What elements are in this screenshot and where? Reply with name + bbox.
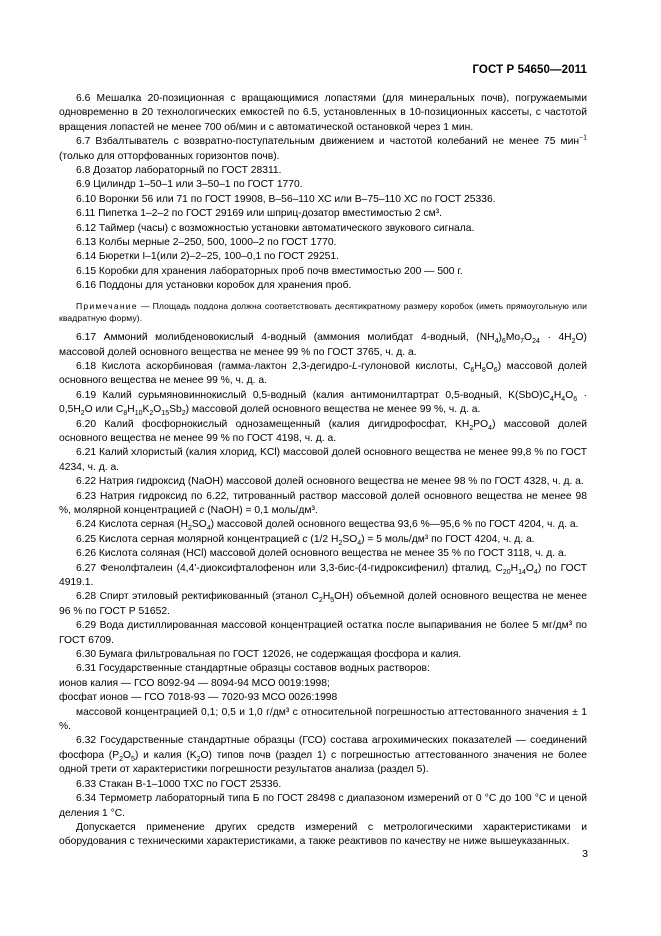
subscript: 2 (187, 525, 192, 533)
subscript: 2 (196, 755, 201, 763)
note-label: Примечание (76, 300, 138, 311)
text: 6.7 Взбалтыватель с возвратно-поступательным движением и частотой колебаний не менее 75 мин (76, 136, 580, 148)
subscript: 2 (80, 410, 85, 418)
text: 6.27 Фенолфталеин (4,4'-диоксифталофенон или 3,3-бис-(4-гидроксифенил) фталид, C (76, 562, 503, 574)
item-6-13: 6.13 Колбы мерные 2–250, 500, 1000–2 по ГОСТ 1770. (76, 237, 337, 249)
final-paragraph: Допускается применение других средств измерений с метрологическими характеристиками и оборудования с техническими характеристиками, а также реактивов по качеству не ниже вышеуказанных. (59, 821, 587, 848)
subscript: 8 (481, 366, 486, 374)
text: Mo (505, 332, 521, 344)
text: SO (342, 533, 358, 545)
subscript: 6 (573, 395, 578, 403)
italic-text: c (302, 533, 308, 545)
italic-text: L (352, 360, 358, 372)
superscript: −1 (579, 134, 587, 142)
text: K (142, 404, 150, 416)
item-6-32 (59, 734, 587, 777)
text: 6.25 Кислота серная молярной концентрацией (76, 533, 303, 545)
item-6-31-line-2: фосфат ионов — ГСО 7018-93 — 7020-93 МСО 0026:1998 (59, 692, 338, 704)
text: (NaOH) = 0,1 моль/дм³. (204, 504, 318, 516)
text: 6.19 Калий сурьмяновиннокислый 0,5-водный (калия антимонилтартрат 0,5-водный, K(SbO)C (76, 389, 550, 401)
text: ) и калия (K (134, 749, 197, 761)
italic-text: c (199, 504, 205, 516)
item-6-21: 6.21 Калий хлористый (калия хлорид, KCl) массовой долей основного вещества не менее 99,8 % по ГОСТ 4234, ч. д. а. (59, 447, 587, 473)
text: H (510, 562, 519, 574)
text: 6.20 Калий фосфорнокислый однозамещенный (калия дигидрофосфат, KH (76, 418, 470, 430)
document-body (59, 92, 587, 850)
item-6-34: 6.34 Термометр лабораторный типа Б по ГОСТ 28498 с диапазоном измерений от 0 °С до 100 °С и ценой деления 1 °С. (59, 793, 587, 819)
subscript: 4 (357, 539, 362, 547)
text: H (127, 404, 135, 416)
text: 6.24 Кислота серная (H (76, 519, 188, 531)
subscript: 5 (131, 755, 135, 763)
item-6-19 (59, 389, 587, 418)
text: O) типов почв (раздел 1) с погрешностью аттестованного значения не более одной трети от характеристики погрешности результатов анализа (раздел 5). (59, 749, 587, 776)
item-6-14: 6.14 Бюретки I–1(или 2)–2–25, 100–0,1 по ГОСТ 29251. (76, 251, 339, 263)
subscript: 15 (161, 410, 170, 418)
text: H (474, 360, 482, 372)
subscript: 14 (518, 568, 526, 576)
text: · 4H (539, 332, 572, 344)
item-6-18 (59, 360, 587, 389)
text: (1/2 H (307, 533, 339, 545)
item-6-9: 6.9 Цилиндр 1–50–1 или 3–50–1 по ГОСТ 1770. (76, 179, 303, 191)
subscript: 4 (488, 424, 493, 432)
subscript: 4 (206, 525, 211, 533)
text: O (153, 404, 162, 416)
subscript: 2 (469, 424, 474, 432)
subscript: 4 (533, 568, 538, 576)
item-6-11: 6.11 Пипетка 1–2–2 по ГОСТ 29169 или шприц-дозатор вместимостью 2 см³. (76, 208, 442, 220)
text: ) массовой долей основного вещества не менее 99 %, ч. д. а. (59, 360, 587, 387)
text: 6.18 Кислота аскорбиновая (гамма-лактон 2,3-дегидро- (76, 360, 353, 372)
text: H (322, 591, 331, 603)
item-6-30: 6.30 Бумага фильтровальная по ГОСТ 12026, не содержащая фосфора и калия. (76, 649, 462, 661)
text: O или C (84, 404, 124, 416)
item-6-17 (59, 331, 587, 360)
text: O (485, 360, 494, 372)
text: Sb (169, 404, 182, 416)
subscript: 4 (561, 395, 566, 403)
item-6-29: 6.29 Вода дистиллированная массовой концентрацией остатка после выпаривания не более 5 мг/дм³ по ГОСТ 6709. (59, 620, 587, 646)
item-6-23 (59, 490, 587, 519)
item-6-33: 6.33 Стакан В-1–1000 ТХС по ГОСТ 25336. (76, 778, 282, 790)
item-6-31-line-1: ионов калия — ГСО 8092-94 — 8094-94 МСО 0019:1998; (59, 677, 330, 689)
item-6-8: 6.8 Дозатор лабораторный по ГОСТ 28311. (76, 165, 282, 177)
subscript: 2 (149, 410, 154, 418)
item-6-7 (59, 135, 587, 164)
text: ) массовой долей основного вещества 93,6 %—95,6 % по ГОСТ 4204, ч. д. а. (210, 519, 579, 531)
page-number: 3 (582, 848, 588, 860)
subscript: 2 (571, 338, 576, 346)
subscript: 6 (493, 366, 498, 374)
text: 6.17 Аммоний молибденовокислый 4-водный (аммония молибдат 4-водный, (NH (76, 332, 495, 344)
text: · 0,5H (59, 389, 587, 416)
item-6-26: 6.26 Кислота соляная (HCl) массовой долей основного вещества не менее 35 % по ГОСТ 3118, ч. д. а. (76, 548, 567, 560)
text: SO (191, 519, 207, 531)
item-6-27 (59, 562, 587, 591)
text: -гулоновой кислоты, C (357, 360, 471, 372)
text: ) = 5 моль/дм³ по ГОСТ 4204, ч. д. а. (361, 533, 535, 545)
subscript: 8 (123, 410, 128, 418)
text: O (525, 562, 534, 574)
subscript: 7 (520, 338, 525, 346)
text: ) массовой долей основного вещества не менее 99 % по ГОСТ 4198, ч. д. а. (59, 418, 587, 444)
text: OH) объемной долей основного вещества не менее 96 % по ГОСТ Р 51652. (59, 591, 587, 617)
subscript: 6 (501, 338, 506, 346)
item-6-10: 6.10 Воронки 56 или 71 по ГОСТ 19908, В–56–110 ХС или В–75–110 ХС по ГОСТ 25336. (76, 193, 496, 205)
item-6-28 (59, 590, 587, 619)
text: 6.23 Натрия гидроксид по 6.22, титрованный раствор массовой долей основного вещества не менее 98 %, молярной концентрацией (59, 490, 587, 516)
item-6-12: 6.12 Таймер (часы) с возможностью установки автоматического звукового сигнала. (76, 222, 475, 234)
text: ) (498, 332, 502, 344)
subscript: 2 (119, 755, 124, 763)
text: (только для отторфованных горизонтов почв). (59, 150, 280, 162)
item-6-31-line-3: массовой концентрацией 0,1; 0,5 и 1,0 г/дм³ с относительной погрешностью аттестованного значения ± 1 %. (59, 706, 587, 733)
text: PO (473, 418, 489, 430)
item-6-6: 6.6 Мешалка 20-позиционная с вращающимися лопастями (для минеральных почв), погружаемыми одновременно в 20 технологических емкостей по 6.5, установленных в 10-позиционных кассеты, с частотой вращения лопастей не менее 700 об/мин и с автоматической остановкой через 1 мин. (59, 93, 587, 133)
item-6-24 (59, 518, 587, 532)
item-6-20 (59, 418, 587, 447)
text: ) массовой долей основного вещества не менее 99 %, ч. д. а. (185, 404, 481, 416)
subscript: 2 (318, 597, 323, 605)
subscript: 10 (134, 410, 143, 418)
subscript: 5 (330, 597, 335, 605)
text: ) по ГОСТ 4919.1. (59, 562, 587, 588)
subscript: 2 (181, 410, 186, 418)
note-text: — Площадь поддона должна соответствовать десятикратному размеру коробок (иметь прямоугольную или квадратную форму). (59, 300, 587, 323)
note (59, 300, 587, 324)
item-6-22: 6.22 Натрия гидроксид (NaOH) массовой долей основного вещества не менее 98 % по ГОСТ 4328, ч. д. а. (76, 476, 584, 488)
text: O (565, 389, 574, 401)
subscript: 24 (532, 338, 540, 346)
subscript: 6 (470, 366, 475, 374)
subscript: 4 (494, 338, 499, 346)
item-6-31: 6.31 Государственные стандартные образцы составов водных растворов: (76, 663, 430, 675)
subscript: 2 (338, 539, 343, 547)
item-6-25 (59, 533, 587, 547)
text: O) массовой долей основного вещества не менее 99 % по ГОСТ 3765, ч. д. а. (59, 332, 587, 358)
text: O (123, 749, 132, 761)
text: 6.28 Спирт этиловый ректификованный (этанол C (76, 591, 319, 603)
text: O (524, 332, 533, 344)
item-6-16: 6.16 Поддоны для установки коробок для хранения проб. (76, 280, 352, 292)
item-6-15: 6.15 Коробки для хранения лабораторных проб почв вместимостью 200 — 500 г. (76, 265, 463, 277)
text: H (553, 389, 562, 401)
subscript: 20 (502, 568, 511, 576)
subscript: 4 (549, 395, 554, 403)
document-id-header: ГОСТ Р 54650—2011 (472, 64, 587, 76)
text: 6.32 Государственные стандартные образцы (ГСО) состава агрохимических показателей — соединений фосфора (P (59, 735, 587, 761)
